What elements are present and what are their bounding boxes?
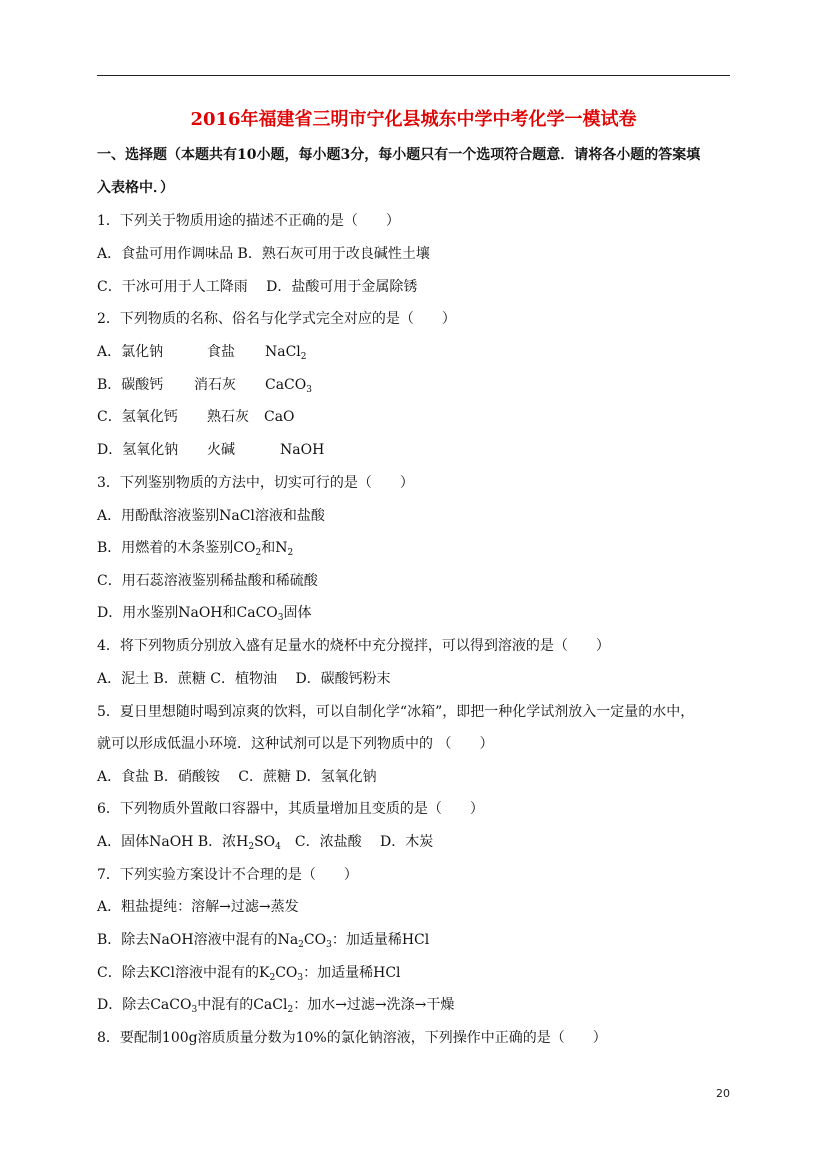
question-2-option-d — [97, 440, 324, 460]
option-label: C．氢氧化钙 — [97, 409, 178, 425]
question-3-option-b — [97, 538, 293, 558]
text-segment: 中混有的CaCl — [197, 997, 288, 1013]
question-2: 2．下列物质的名称、俗名与化学式完全对应的是（ ） — [97, 311, 456, 327]
text-segment: B．用燃着的木条鉴别CO — [97, 540, 256, 556]
option-label: A．氯化钠 — [97, 344, 164, 360]
question-1-options-cd: C．干冰可用于人工降雨 D．盐酸可用于金属除锈 — [97, 279, 418, 295]
formula-subscript: 2 — [298, 940, 304, 950]
question-4: 4．将下列物质分别放入盛有足量水的烧杯中充分搅拌，可以得到溶液的是（ ） — [97, 638, 610, 654]
question-3-option-d — [97, 603, 312, 623]
text-segment: 和N — [261, 540, 288, 556]
option-alias: 熟石灰 — [207, 409, 249, 425]
question-2-option-b — [97, 375, 312, 395]
option-alias: 消石灰 — [194, 377, 236, 393]
question-7-option-b — [97, 930, 429, 950]
question-4-options: A．泥土 B．蔗糖 C．植物油 D．碳酸钙粉末 — [97, 671, 391, 687]
question-2-option-a — [97, 342, 307, 362]
option-label: D．氢氧化钠 — [97, 442, 179, 458]
formula-subscript: 2 — [248, 842, 255, 852]
text-segment: 固体 — [283, 605, 312, 621]
question-1: 1．下列关于物质用途的描述不正确的是（ ） — [97, 213, 400, 229]
formula-subscript: 3 — [326, 940, 332, 950]
text-segment: D．除去CaCO — [97, 997, 192, 1013]
formula-subscript: 3 — [306, 385, 312, 395]
text-segment: CO — [303, 932, 327, 948]
question-7-option-c — [97, 963, 401, 983]
formula-subscript: 3 — [277, 613, 284, 623]
text-segment: A．固体NaOH B．浓H — [97, 834, 249, 850]
text-segment: SO — [254, 834, 276, 850]
header-rule — [97, 75, 730, 76]
formula-subscript: 2 — [287, 548, 294, 558]
question-7: 7．下列实验方案设计不合理的是（ ） — [97, 867, 358, 883]
formula-subscript: 2 — [287, 1005, 294, 1015]
question-6-options — [97, 832, 433, 852]
option-alias: 火碱 — [207, 442, 235, 458]
exam-title: 2016年福建省三明市宁化县城东中学中考化学一模试卷 — [190, 109, 637, 130]
question-3-option-a: A．用酚酞溶液鉴别NaCl溶液和盐酸 — [97, 508, 325, 524]
question-2-option-c — [97, 407, 295, 427]
question-1-options-ab: A．食盐可用作调味品 B．熟石灰可用于改良碱性土壤 — [97, 246, 430, 262]
option-label: B．碳酸钙 — [97, 377, 164, 393]
formula-subscript: 3 — [297, 973, 304, 983]
formula-subscript: 2 — [269, 973, 276, 983]
question-5-line-1: 5．夏日里想随时喝到凉爽的饮料，可以自制化学“冰箱”，即把一种化学试剂放入一定量的水中， — [97, 704, 695, 720]
text-segment: ：加水→过滤→洗涤→干燥 — [293, 997, 455, 1013]
formula-subscript: 3 — [191, 1005, 198, 1015]
formula-subscript: 2 — [300, 352, 307, 362]
option-alias: 食盐 — [207, 344, 235, 360]
question-3-option-c: C．用石蕊溶液鉴别稀盐酸和稀硫酸 — [97, 573, 318, 589]
option-formula: NaOH — [280, 442, 325, 458]
question-7-option-d — [97, 995, 454, 1015]
question-8: 8．要配制100g溶质质量分数为10%的氯化钠溶液，下列操作中正确的是（ ） — [97, 1030, 607, 1046]
text-segment: B．除去NaOH溶液中混有的Na — [97, 932, 299, 948]
text-segment: CO — [275, 965, 298, 981]
text-segment: C．除去KCl溶液中混有的K — [97, 965, 270, 981]
question-5-line-2: 就可以形成低温小环境．这种试剂可以是下列物质中的 （ ） — [97, 736, 494, 752]
formula-subscript: 4 — [275, 842, 281, 852]
option-formula: NaCl — [265, 344, 301, 360]
option-formula: CaO — [264, 409, 295, 425]
section-header-line-2: 入表格中．） — [97, 180, 174, 196]
option-formula: CaCO — [265, 377, 307, 393]
text-segment: ：加适量稀HCl — [331, 932, 430, 948]
question-7-option-a: A．粗盐提纯：溶解→过滤→蒸发 — [97, 899, 299, 915]
text-segment: C．浓盐酸 D．木炭 — [280, 834, 434, 850]
text-segment: D．用水鉴别NaOH和CaCO — [97, 605, 278, 621]
page-number: 20 — [716, 1087, 730, 1100]
question-5-options: A．食盐 B．硝酸铵 C．蔗糖 D．氢氧化钠 — [97, 769, 377, 785]
formula-subscript: 2 — [255, 548, 262, 558]
question-3: 3．下列鉴别物质的方法中，切实可行的是（ ） — [97, 475, 414, 491]
text-segment: ：加适量稀HCl — [303, 965, 401, 981]
section-header-line-1: 一、选择题（本题共有10小题，每小题3分，每小题只有一个选项符合题意．请将各小题的答案填 — [97, 147, 701, 163]
question-6: 6．下列物质外置敞口容器中，其质量增加且变质的是（ ） — [97, 801, 484, 817]
